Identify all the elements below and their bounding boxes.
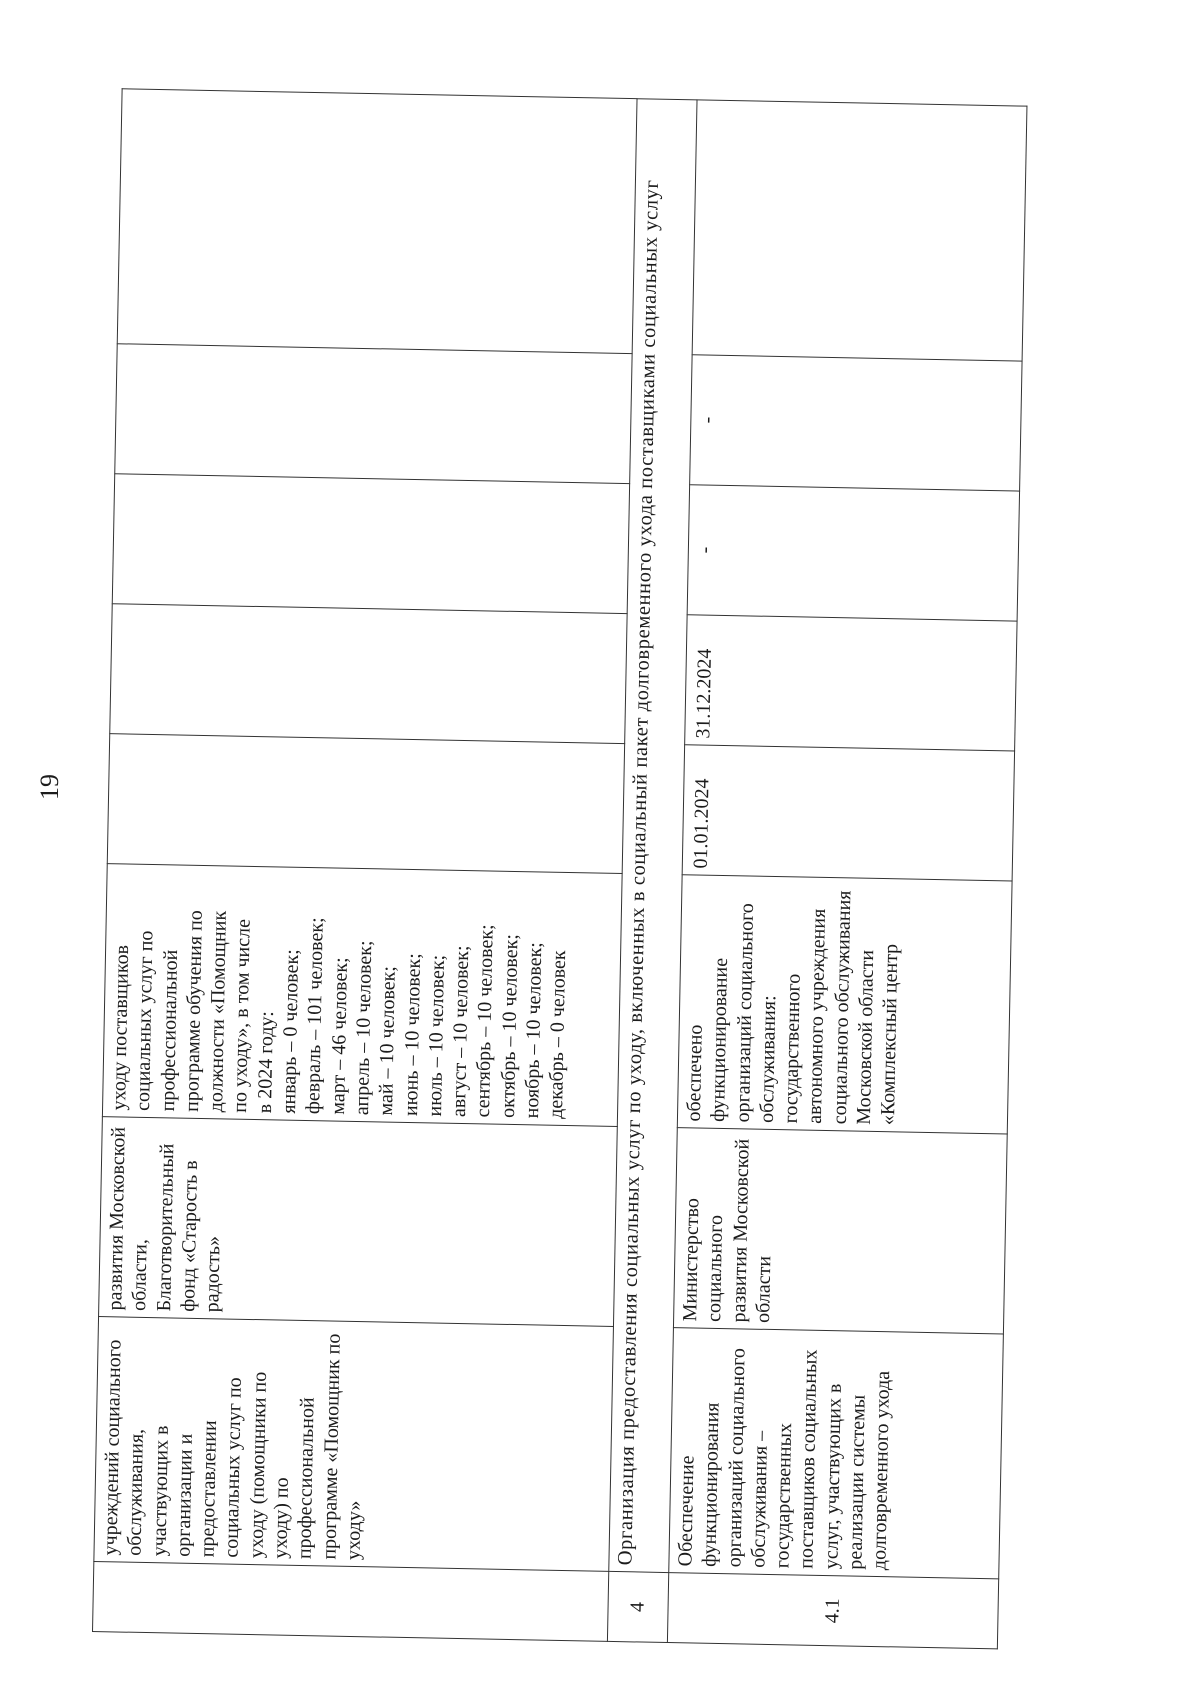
start-date-cell	[107, 734, 624, 874]
result-line: должности «Помощник	[205, 910, 232, 1113]
result-line: программе обучения по	[180, 910, 207, 1113]
funding-cell-1: -	[687, 485, 1019, 621]
responsible-cell: Министерство социального развития Московской области	[673, 1128, 1007, 1334]
result-line: февраль – 101 человек;	[302, 917, 329, 1115]
table-row	[93, 89, 638, 1642]
result-line: январь – 0 человек;	[278, 949, 304, 1114]
result-line: сентябрь – 10 человек;	[472, 924, 499, 1118]
result-line: ноябрь – 10 человек;	[520, 941, 547, 1119]
end-date-cell	[110, 604, 627, 744]
start-date-cell: 01.01.2024	[682, 745, 1014, 881]
note-cell	[692, 100, 1027, 361]
row-number: 4.1	[667, 1573, 998, 1649]
result-line: октябрь – 10 человек;	[496, 933, 523, 1119]
result-line: социальных услуг по	[132, 930, 158, 1112]
funding-cell-2: -	[690, 355, 1022, 491]
event-cell: Обеспечение функционирования организаций социального обслуживания – государственных поставщиков социальных услуг, участвующих в реализации системы долговременного ухода	[669, 1328, 1004, 1579]
result-line: август – 10 человек;	[448, 945, 474, 1118]
result-line: декабрь – 0 человек	[545, 950, 571, 1120]
note-cell	[117, 89, 637, 354]
event-cell: учреждений социального обслуживания, участвующих в организации и предоставлении социальных услуг по уходу (помощники по уходу) по профессиональной программе «Помощник по уходу»	[94, 1317, 614, 1572]
result-line: апрель – 10 человек;	[350, 940, 377, 1116]
funding-cell-2	[115, 344, 632, 484]
result-line: по уходу», в том числе	[229, 918, 256, 1113]
table-row	[667, 100, 1027, 1649]
result-line: уходу поставщиков	[108, 944, 134, 1111]
result-line: в 2024 году:	[253, 1010, 278, 1114]
result-line: март – 46 человек;	[326, 957, 352, 1115]
page-number: 19	[35, 774, 64, 800]
responsible-cell: развития Московской области, Благотворительный фонд «Старость в радость»	[99, 1117, 618, 1327]
result-cell: обеспечено функционирование организаций социального обслуживания: государственного автономного учреждения социального обслуживания Московской области «Комплексный центр	[677, 875, 1012, 1134]
rotated-table-wrapper	[92, 89, 1036, 1649]
section-number: 4	[607, 1571, 668, 1642]
plan-table	[92, 88, 1027, 1649]
section-title: Организация предоставления социальных услуг по уходу, включенных в социальный пакет долговременного ухода поставщиками социальных услуг	[609, 99, 697, 1573]
funding-cell-1	[112, 474, 629, 614]
result-cell	[102, 864, 622, 1127]
result-line: май – 10 человек;	[375, 965, 401, 1116]
result-line: профессиональной	[156, 949, 182, 1112]
result-line: июль – 10 человек;	[423, 954, 449, 1117]
num-cell	[93, 1562, 609, 1642]
result-line: июнь – 10 человек;	[399, 952, 425, 1117]
end-date-cell: 31.12.2024	[685, 615, 1017, 751]
